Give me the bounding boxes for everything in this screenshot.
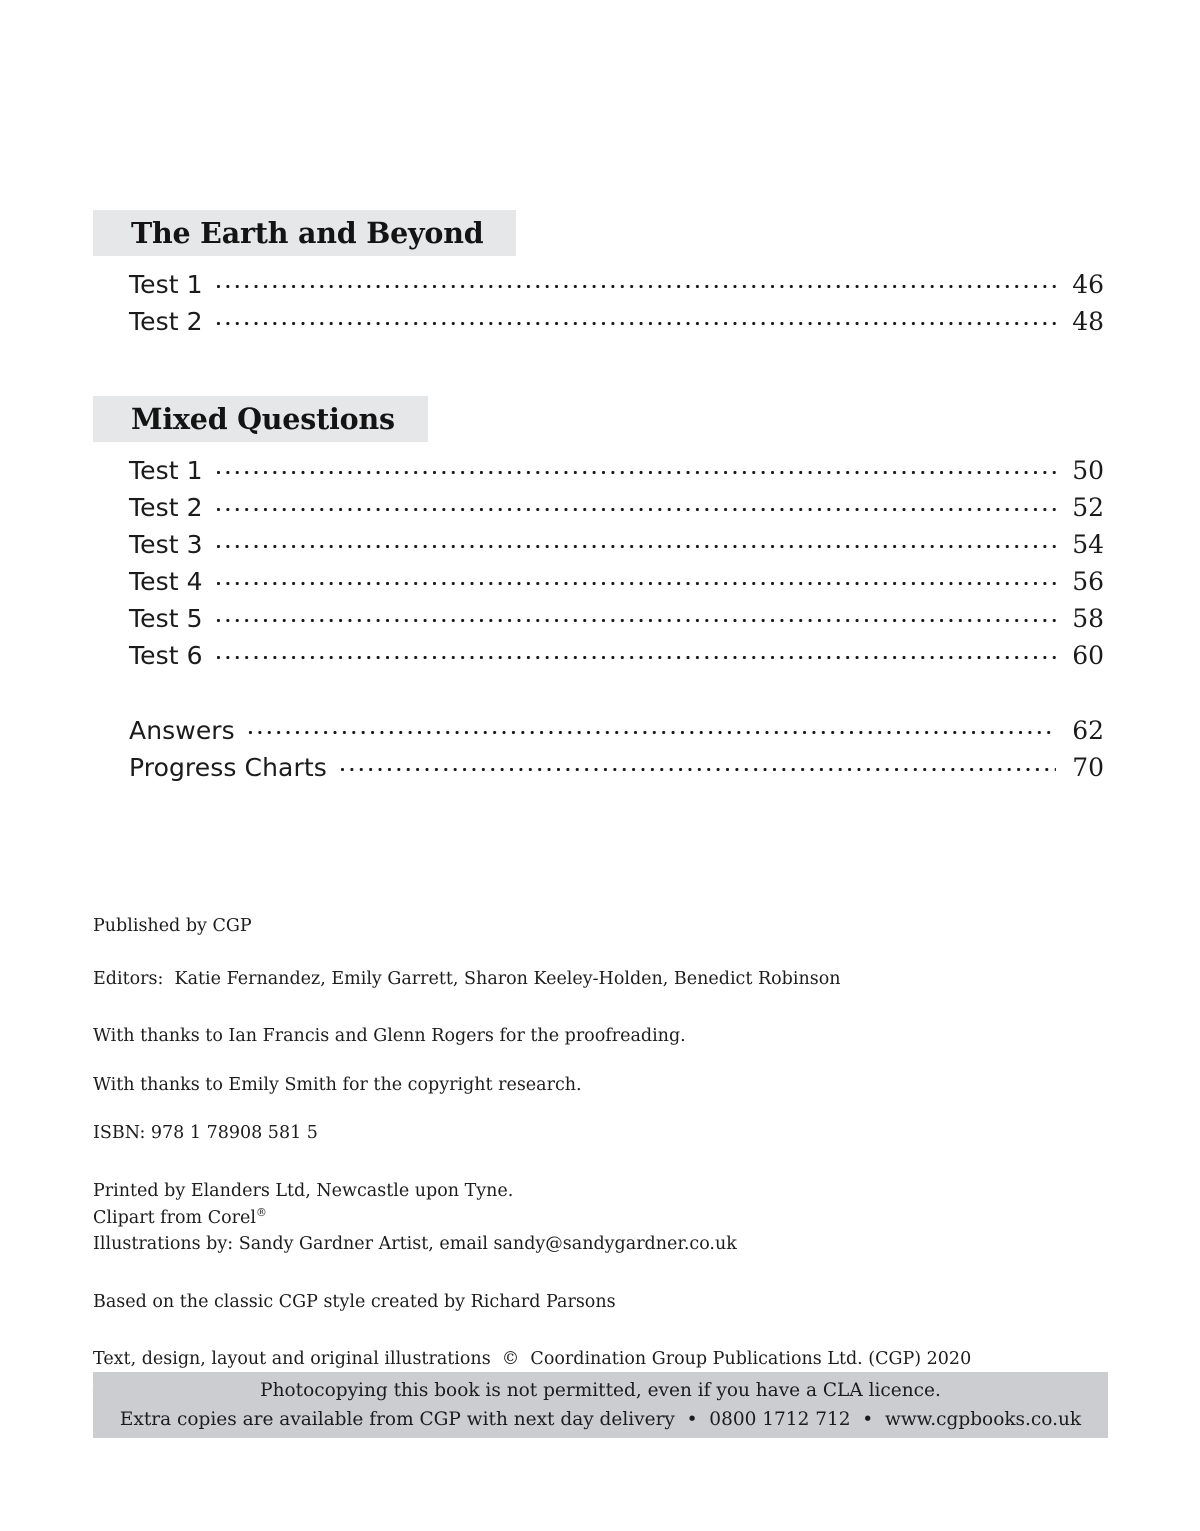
spacer [93, 1258, 1093, 1289]
toc-entry-label: Answers [129, 716, 235, 745]
toc-group-mixed-questions [129, 456, 1104, 678]
toc-entry[interactable] [129, 456, 1104, 493]
isbn-line: ISBN: 978 1 78908 581 5 [93, 1123, 318, 1144]
toc-entry-label: Test 5 [129, 604, 203, 633]
toc-dot-leader [217, 314, 1056, 330]
toc-entry-label: Test 4 [129, 567, 203, 596]
extra-copies-notice: Extra copies are available from CGP with next day delivery • 0800 1712 712 • www.cgpbooks.co.uk [119, 1409, 1082, 1430]
toc-entry-label: Progress Charts [129, 753, 327, 782]
toc-entry-page-number: 70 [1072, 753, 1104, 782]
toc-dot-leader [217, 611, 1056, 627]
illustrations-line: Illustrations by: Sandy Gardner Artist, email sandy@sandygardner.co.uk [93, 1234, 737, 1255]
toc-entry[interactable] [129, 604, 1104, 641]
section-heading-label: The Earth and Beyond [131, 215, 484, 250]
copyright-line: Text, design, layout and original illustrations © Coordination Group Publications Ltd. (CGP) 2020 [93, 1349, 972, 1370]
toc-dot-leader [217, 463, 1056, 479]
section-heading-mixed-questions [93, 396, 428, 442]
toc-dot-leader [341, 760, 1056, 776]
spacer [93, 1315, 1093, 1346]
toc-dot-leader [217, 537, 1056, 553]
style-credit-line: Based on the classic CGP style created by Richard Parsons [93, 1291, 616, 1312]
toc-entry-label: Test 6 [129, 641, 203, 670]
toc-entry[interactable] [129, 307, 1104, 344]
toc-entry-page-number: 54 [1072, 530, 1104, 559]
toc-entry-page-number: 46 [1072, 270, 1104, 299]
toc-entry-page-number: 58 [1072, 604, 1104, 633]
editors-line: Editors: Katie Fernandez, Emily Garrett, Sharon Keeley-Holden, Benedict Robinson [93, 968, 841, 989]
toc-group-earth-and-beyond [129, 270, 1104, 344]
photocopying-notice: Photocopying this book is not permitted, even if you have a CLA licence. [260, 1379, 941, 1401]
toc-entry-label: Test 1 [129, 270, 203, 299]
toc-entry-label: Test 3 [129, 530, 203, 559]
spacer [93, 1098, 1093, 1120]
section-heading-earth-and-beyond [93, 210, 516, 256]
clipart-line [93, 1205, 1093, 1232]
footer-notice-banner [93, 1372, 1108, 1438]
toc-entry-label: Test 1 [129, 456, 203, 485]
copyright-research-thanks-line: With thanks to Emily Smith for the copyright research. [93, 1074, 582, 1095]
toc-entry[interactable] [129, 530, 1104, 567]
printed-by-line: Printed by Elanders Ltd, Newcastle upon Tyne. [93, 1180, 514, 1201]
toc-entry-progress-charts[interactable] [129, 753, 1104, 790]
spacer [93, 992, 1093, 1023]
toc-dot-leader [217, 500, 1056, 516]
section-heading-label: Mixed Questions [131, 401, 395, 436]
proofreading-thanks-line: With thanks to Ian Francis and Glenn Rogers for the proofreading. [93, 1026, 686, 1047]
toc-entry[interactable] [129, 641, 1104, 678]
toc-entry-page-number: 60 [1072, 641, 1104, 670]
clipart-label: Clipart from Corel [93, 1207, 256, 1228]
spacer [93, 1050, 1093, 1072]
imprint-credits [93, 913, 1093, 1400]
toc-dot-leader [249, 723, 1056, 739]
toc-entry-page-number: 52 [1072, 493, 1104, 522]
toc-entry-answers[interactable] [129, 716, 1104, 753]
toc-dot-leader [217, 277, 1056, 293]
toc-entry[interactable] [129, 270, 1104, 307]
toc-entry-label: Test 2 [129, 307, 203, 336]
toc-entry-page-number: 48 [1072, 307, 1104, 336]
toc-dot-leader [217, 648, 1056, 664]
toc-entry-page-number: 62 [1072, 716, 1104, 745]
toc-entry[interactable] [129, 493, 1104, 530]
toc-dot-leader [217, 574, 1056, 590]
registered-trademark-icon: ® [255, 1205, 267, 1219]
toc-entry-page-number: 50 [1072, 456, 1104, 485]
publisher-line: Published by CGP [93, 916, 252, 936]
toc-group-back-matter [129, 716, 1104, 790]
spacer [93, 940, 1093, 966]
toc-entry-label: Test 2 [129, 493, 203, 522]
toc-entry-page-number: 56 [1072, 567, 1104, 596]
toc-entry[interactable] [129, 567, 1104, 604]
spacer [93, 1147, 1093, 1178]
